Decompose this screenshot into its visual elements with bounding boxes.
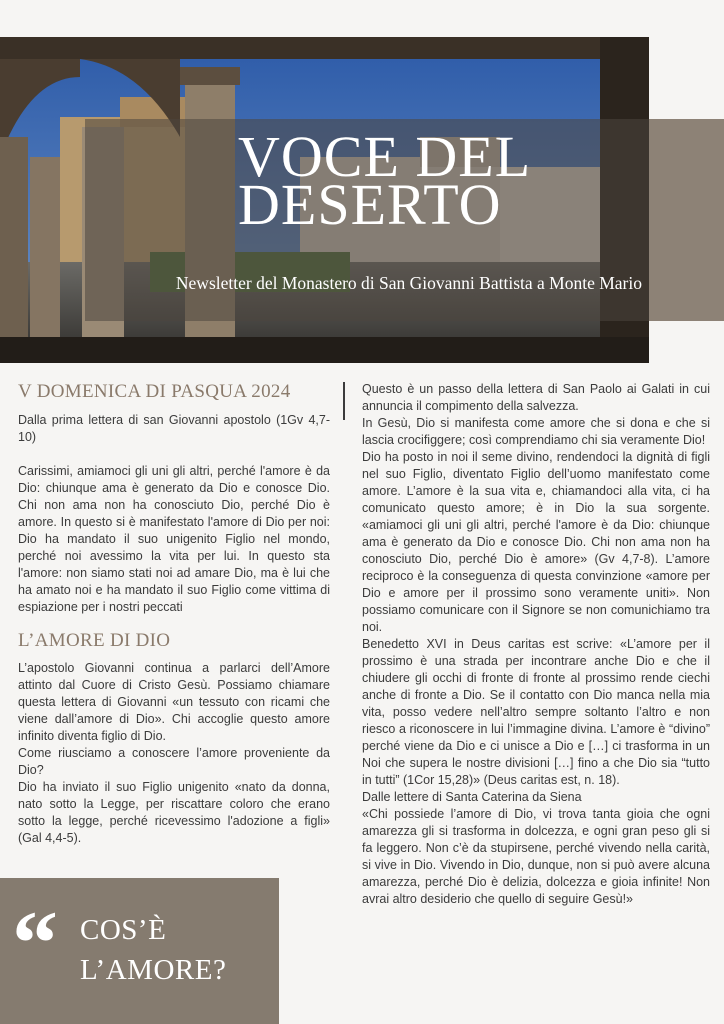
decorative-band — [649, 119, 724, 321]
left-column — [18, 380, 330, 847]
section-heading-pasqua: V DOMENICA DI PASQUA 2024 — [18, 381, 291, 402]
paragraph: Questo è un passo della lettera di San Paolo ai Galati in cui annuncia il compimento della salvezza. — [362, 382, 710, 413]
newsletter-subtitle: Newsletter del Monastero di San Giovanni Battista a Monte Mario — [175, 273, 642, 293]
paragraph: Dio ha inviato il suo Figlio unigenito «nato da donna, nato sotto la Legge, per riscattare coloro che erano sotto la legge, perché ricevessimo l'adozione a figli» (Gal 4,4-5). — [18, 780, 330, 845]
quote-text — [80, 910, 226, 990]
reading-source: Dalla prima lettera di san Giovanni apostolo (1Gv 4,7-10) — [18, 413, 330, 444]
paragraph: Dio ha posto in noi il seme divino, rendendoci la dignità di figli nel suo Figlio, diventato Figlio dell’uomo manifestato come amore. L’amore è la sua vita e, chiamandoci alla vita, ci ha comunicato questo amore; è in Dio la sua sorgente. «amiamoci gli uni gli altri, perché l'amore è da Dio: chiunque ama è generato da Dio e conosce Dio. Chi non ama non ha conosciuto Dio, perché Dio è amore» (Gv 4,7-8). L’amore reciproco è la conseguenza di questa convinzione «amore per Dio e amore per il prossimo sono veramente uniti». Non possiamo comunicare con il Signore se non comunichiamo tra noi. — [362, 450, 710, 634]
paragraph: Dalle lettere di Santa Caterina da Siena — [362, 790, 582, 804]
title-line-1: VOCE DEL — [238, 124, 532, 189]
paragraph: «Chi possiede l’amore di Dio, vi trova tanta gioia che ogni amarezza gli si trasforma in dolcezza, e ogni gran peso gli si fa leggero. Non c’è da stupirsene, perché vivendo nella carità, si vive in Dio. Vivendo in Dio, dunque, non si può avere alcuna amarezza, perché Dio è delizia, dolcezza e gioia infinite! Non avrai altro desiderio che quello di seguire Gesù!» — [362, 807, 710, 906]
quote-line-1: COS’È — [80, 914, 167, 946]
right-column — [362, 381, 710, 908]
newsletter-title — [220, 124, 650, 237]
title-line-2: DESERTO — [238, 172, 502, 237]
paragraph: Benedetto XVI in Deus caritas est scrive: «L’amore per il prossimo è una strada per incontrare anche Dio e che il chiudere gli occhi di fronte di fronte al prossimo rende ciechi anche di fronte a Dio. Se il contatto con Dio manca nella mia vita, posso vedere nell’altro sempre soltanto l’altro e non riesco a riconoscere in lui l’immagine divina. L’amore è “divino” perché viene da Dio e ci unisce a Dio e […] ci trasforma in un Noi che supera le nostre divisioni […] fino a che Dio sia “tutto in tutti” (1Cor 15,28)» (Deus caritas est, n. 18). — [362, 637, 710, 787]
column-divider — [343, 382, 345, 420]
quote-line-2: L’AMORE? — [80, 954, 227, 986]
quote-mark-icon: “ — [12, 892, 58, 994]
paragraph: L’apostolo Giovanni continua a parlarci dell’Amore attinto dal Cuore di Cristo Gesù. Possiamo chiamare questa lettera di Giovanni «un tessuto con ricami che viene dall’amore di Dio». Chi accoglie questo amore infinito diventa figlio di Dio. — [18, 661, 330, 743]
paragraph: Come riusciamo a conoscere l’amore proveniente da Dio? — [18, 746, 330, 777]
reading-text: Carissimi, amiamoci gli uni gli altri, perché l'amore è da Dio: chiunque ama è generato da Dio e conosce Dio. Chi non ama non ha conosciuto Dio, perché Dio è amore. In questo si è manifestato l'amore di Dio per noi: Dio ha mandato il suo unigenito Figlio nel mondo, perché noi avessimo la vita per lui. In questo sta l'amore: non siamo stati noi ad amare Dio, ma è lui che ha amato noi e ha mandato il suo Figlio come vittima di espiazione per i nostri peccati — [18, 464, 330, 614]
section-heading-amore: L’AMORE DI DIO — [18, 630, 171, 651]
paragraph: In Gesù, Dio si manifesta come amore che si dona e che si lascia crocifiggere; così comprendiamo chi sia veramente Dio! — [362, 416, 710, 447]
